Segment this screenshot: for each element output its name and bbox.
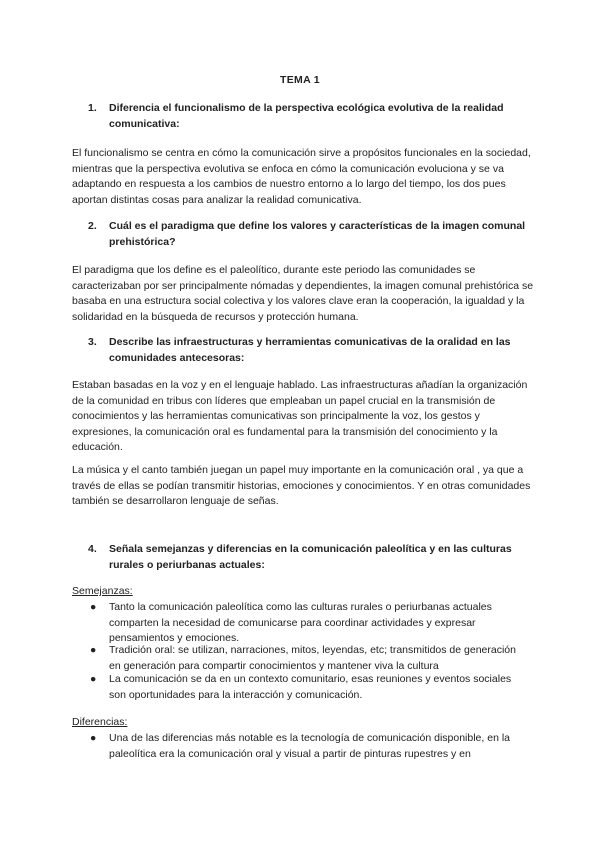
bullet-icon: ● (90, 732, 97, 744)
similarities-heading: Semejanzas: (72, 585, 133, 597)
question-3 (88, 334, 528, 366)
bullet-icon: ● (90, 673, 97, 685)
question-2 (88, 218, 528, 250)
list-item (90, 672, 530, 703)
answer-1: El funcionalismo se centra en cómo la comunicación sirve a propósitos funcionales en la sociedad, mientras que la perspectiva evolutiva se enfoca en cómo la comunicación evoluciona y se va adaptando en respuesta a los cambios de nuestro entorno a lo largo del tiempo, los dos pues aportan distintas cosas para analizar la realidad comunicativa. (72, 147, 531, 206)
question-text: Describe las infraestructuras y herramientas comunicativas de la oralidad en las comunidades antecesoras: (109, 336, 511, 364)
question-text: Señala semejanzas y diferencias en la comunicación paleolítica y en las culturas rurales o periurbanas actuales: (109, 543, 512, 571)
question-number: 2. (88, 220, 97, 232)
list-item (90, 600, 530, 647)
question-1 (88, 100, 528, 132)
answer-2: El paradigma que los define es el paleolítico, durante este periodo las comunidades se caracterizaban por ser principalmente nómadas y dependientes, la imagen comunal prehistórica se basaba en una estructura social colectiva y los valores clave eran la cooperación, la igualdad y la solidaridad en la búsqueda de recursos y protección humana. (72, 264, 534, 323)
question-4 (88, 541, 528, 573)
question-number: 4. (88, 543, 97, 555)
answer-3-paragraph-2: La música y el canto también juegan un papel muy importante en la comunicación oral , ya que a través de ellas se podían transmitir historias, emociones y conocimientos. Y en otras comunidades también se desarrollaron lenguaje de señas. (72, 464, 531, 507)
bullet-icon: ● (90, 644, 97, 656)
document-title: TEMA 1 (280, 74, 320, 86)
question-number: 3. (88, 336, 97, 348)
list-item-text: Tanto la comunicación paleolítica como las culturas rurales o periurbanas actuales comparten la necesidad de comunicarse para coordinar actividades y expresar pensamientos y emociones. (109, 601, 492, 644)
list-item-text: Tradición oral: se utilizan, narraciones, mitos, leyendas, etc; transmitidos de generación en generación para compartir conocimientos y mantener viva la cultura (109, 644, 516, 672)
list-item-text: Una de las diferencias más notable es la tecnología de comunicación disponible, en la paleolítica era la comunicación oral y visual a partir de pinturas rupestres y en (109, 732, 510, 760)
list-item (90, 643, 530, 674)
differences-heading: Diferencias: (72, 716, 128, 728)
list-item (90, 731, 530, 762)
bullet-icon: ● (90, 601, 97, 613)
question-number: 1. (88, 102, 97, 114)
answer-3-paragraph-1: Estaban basadas en la voz y en el lenguaje hablado. Las infraestructuras añadían la organización de la comunidad en tribus con líderes que empleaban un papel crucial en la transmisión de conocimientos y las herramientas comunicativas son principalmente la voz, los gestos y expresiones, la comunicación oral es fundamental para la transmisión del conocimiento y la educación. (72, 379, 528, 453)
list-item-text: La comunicación se da en un contexto comunitario, esas reuniones y eventos sociales son oportunidades para la interacción y comunicación. (109, 673, 512, 701)
question-text: Cuál es el paradigma que define los valores y características de la imagen comunal prehistórica? (109, 220, 526, 248)
question-text: Diferencia el funcionalismo de la perspectiva ecológica evolutiva de la realidad comunicativa: (109, 102, 504, 130)
